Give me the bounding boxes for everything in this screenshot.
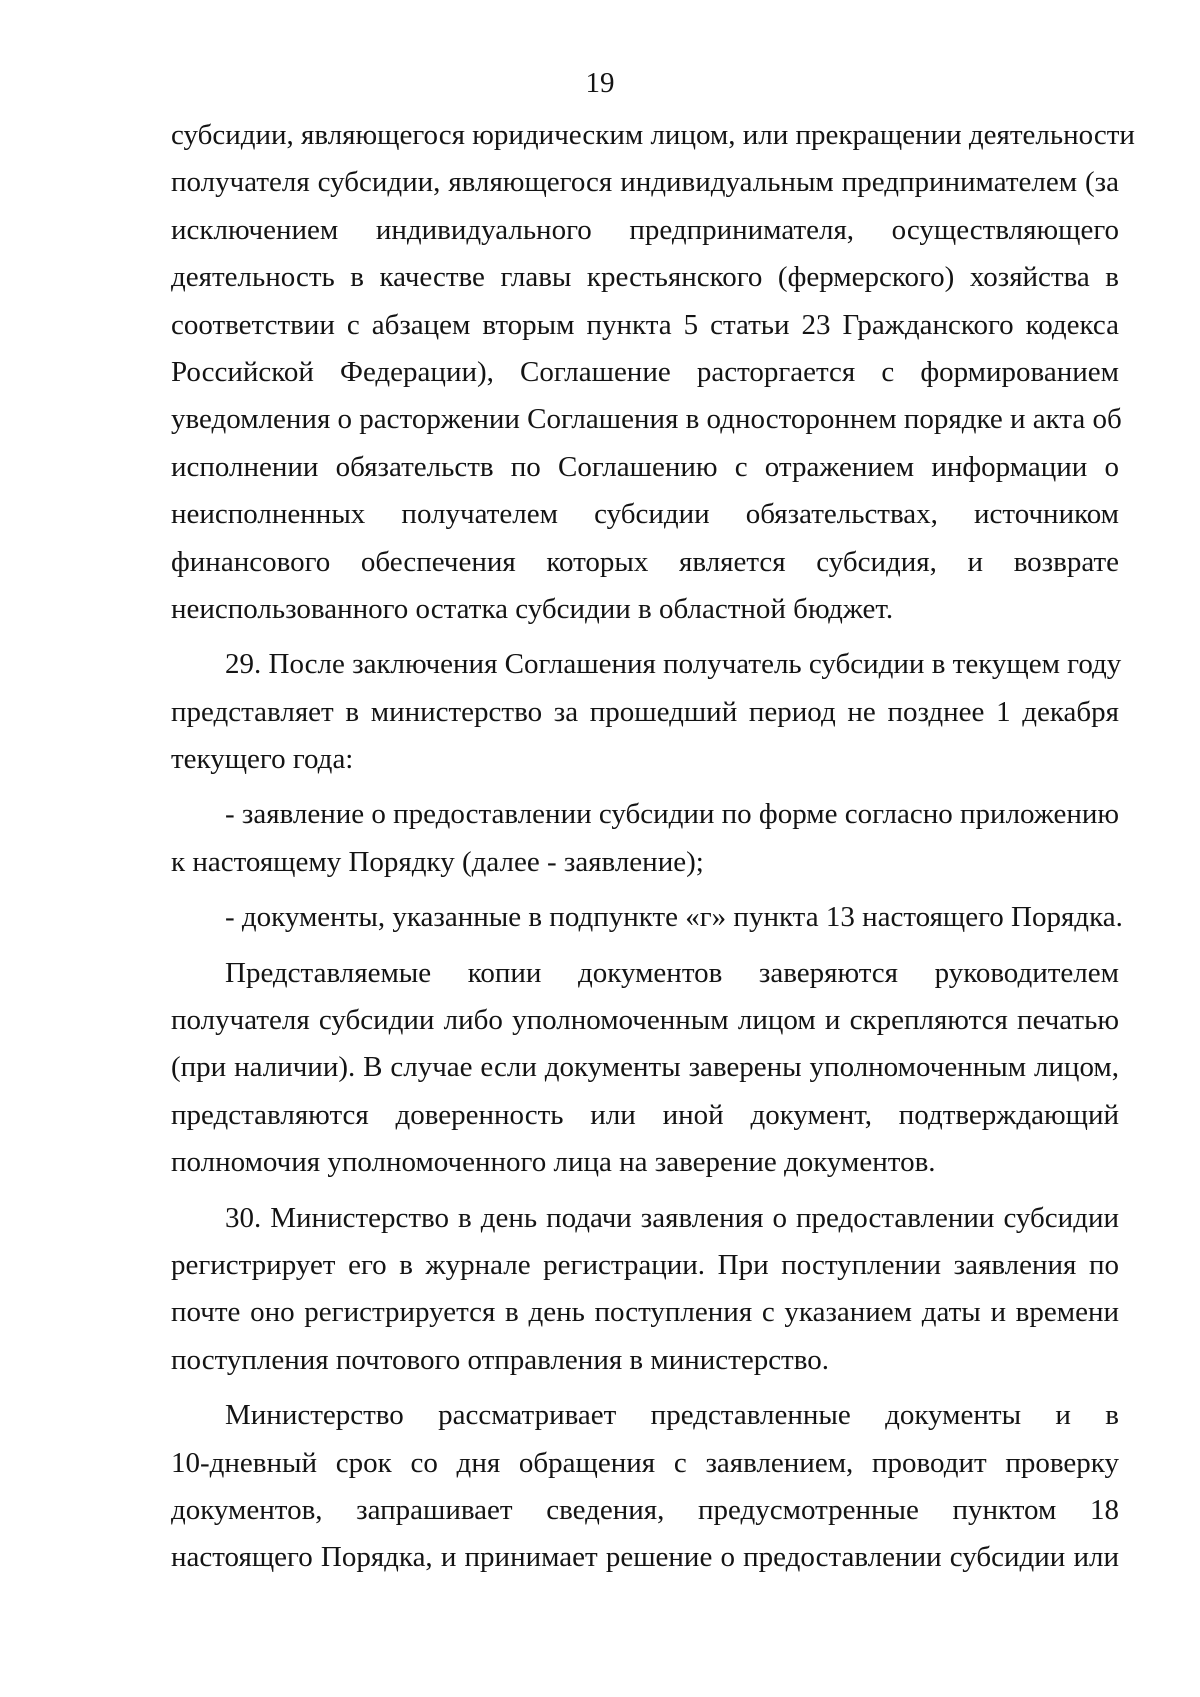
- text-line: текущего года:: [171, 743, 354, 776]
- text-line: соответствии с абзацем вторым пункта 5 статьи 23 Гражданского кодекса: [171, 308, 1119, 341]
- list-item-documents: [171, 894, 1123, 941]
- text-line: (при наличии). В случае если документы заверены уполномоченным лицом,: [171, 1051, 1119, 1084]
- text-line: неиспользованного остатка субсидии в областной бюджет.: [171, 592, 894, 625]
- text-line: представляет в министерство за прошедший период не позднее 1 декабря: [171, 695, 1119, 728]
- text-line: - заявление о предоставлении субсидии по форме согласно приложению: [225, 798, 1120, 831]
- paragraph-continuation: [171, 112, 1135, 633]
- text-line: финансового обеспечения которых является субсидия, и возврате: [171, 545, 1119, 578]
- list-item-application: [171, 791, 1119, 886]
- text-line: получателя субсидии либо уполномоченным лицом и скрепляются печатью: [171, 1004, 1119, 1037]
- text-line: настоящего Порядка, и принимает решение о предоставлении субсидии или: [171, 1541, 1119, 1574]
- paragraph-item-29: [171, 641, 1122, 783]
- text-line: 10-дневный срок со дня обращения с заявлением, проводит проверку: [171, 1446, 1119, 1479]
- page-number: 19: [585, 67, 615, 99]
- text-line: полномочия уполномоченного лица на заверение документов.: [171, 1146, 936, 1179]
- text-line: Представляемые копии документов заверяются руководителем: [225, 956, 1119, 989]
- text-line: исполнении обязательств по Соглашению с отражением информации о: [171, 450, 1119, 483]
- text-line: - документы, указанные в подпункте «г» пункта 13 настоящего Порядка.: [225, 901, 1123, 934]
- paragraph-item-30: [171, 1195, 1119, 1385]
- text-line: Российской Федерации), Соглашение расторгается с формированием: [171, 355, 1119, 388]
- text-line: поступления почтового отправления в министерство.: [171, 1343, 829, 1376]
- text-line: регистрирует его в журнале регистрации. При поступлении заявления по: [171, 1248, 1119, 1281]
- text-line: к настоящему Порядку (далее - заявление);: [171, 845, 704, 878]
- text-line: почте оно регистрируется в день поступления с указанием даты и времени: [171, 1296, 1119, 1329]
- document-body: [171, 112, 1135, 1582]
- text-line: субсидии, являющегося юридическим лицом, или прекращении деятельности: [171, 119, 1135, 151]
- text-line: исключением индивидуального предпринимателя, осуществляющего: [171, 213, 1119, 246]
- text-line: уведомления о расторжении Соглашения в одностороннем порядке и акта об: [171, 403, 1122, 436]
- text-line: неисполненных получателем субсидии обязательствах, источником: [171, 498, 1119, 531]
- text-line: представляются доверенность или иной документ, подтверждающий: [171, 1098, 1119, 1131]
- text-line: Министерство рассматривает представленные документы и в: [225, 1399, 1119, 1432]
- text-line: 30. Министерство в день подачи заявления о предоставлении субсидии: [225, 1201, 1119, 1234]
- text-line: получателя субсидии, являющегося индивидуальным предпринимателем (за: [171, 166, 1119, 199]
- text-line: деятельность в качестве главы крестьянского (фермерского) хозяйства в: [171, 261, 1119, 294]
- paragraph-ministry-review: [171, 1392, 1119, 1582]
- paragraph-copies: [171, 950, 1119, 1187]
- text-line: 29. После заключения Соглашения получатель субсидии в текущем году: [225, 648, 1122, 681]
- text-line: документов, запрашивает сведения, предусмотренные пунктом 18: [171, 1493, 1119, 1526]
